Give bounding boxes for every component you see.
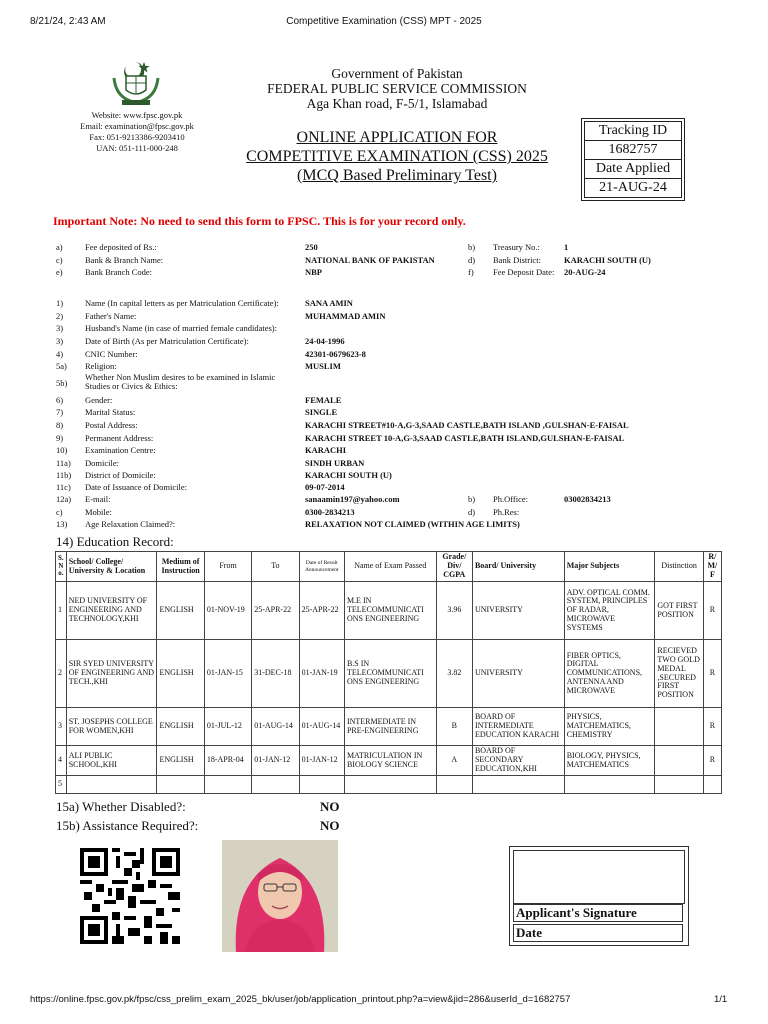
- col-distinction: Distinction: [655, 552, 703, 582]
- p2-num: 2): [56, 311, 64, 321]
- tracking-box: [584, 121, 682, 198]
- fee-c-value: NATIONAL BANK OF PAKISTAN: [305, 255, 435, 265]
- cell: B.S IN TELECOMMUNICATI ONS ENGINEERING: [344, 640, 436, 708]
- col-subjects: Major Subjects: [564, 552, 655, 582]
- p6-num: 5a): [56, 361, 67, 371]
- p8-label: Gender:: [85, 395, 113, 405]
- p9-num: 7): [56, 407, 64, 417]
- commission-text: FEDERAL PUBLIC SERVICE COMMISSION: [267, 81, 527, 96]
- p9-value: SINGLE: [305, 407, 338, 417]
- signature-area: [513, 850, 685, 904]
- assistance-label: 15b) Assistance Required?:: [56, 818, 199, 833]
- p4-value: 24-04-1996: [305, 336, 345, 346]
- page-title: [210, 128, 584, 185]
- print-url: https://online.fpsc.gov.pk/fpsc/css_prelim_exam_2025_bk/user/job/application_printout.php?a=view&jid=286&userId_d=1682757: [30, 994, 571, 1005]
- cell: [157, 776, 204, 794]
- p13-value: SINDH URBAN: [305, 458, 365, 468]
- p12-label: Examination Centre:: [85, 445, 156, 455]
- cell: M.E IN TELECOMMUNICATI ONS ENGINEERING: [344, 582, 436, 640]
- fee-e-value: NBP: [305, 267, 322, 277]
- cell: UNIVERSITY: [472, 582, 564, 640]
- ph-res-label: Ph.Res:: [493, 507, 520, 517]
- p15-num: 11c): [56, 482, 71, 492]
- p5-num: 4): [56, 349, 64, 359]
- fee-f-value: 20-AUG-24: [564, 267, 606, 277]
- p14-value: KARACHI SOUTH (U): [305, 470, 392, 480]
- cell: 01-NOV-19: [204, 582, 251, 640]
- p18-label: Age Relaxation Claimed?:: [85, 519, 176, 529]
- cell: [472, 776, 564, 794]
- assistance-value: NO: [320, 818, 340, 833]
- applicant-photo: [222, 840, 338, 952]
- p2-label: Father's Name:: [85, 311, 137, 321]
- col-school: School/ College/ University & Location: [66, 552, 157, 582]
- cell: BIOLOGY, PHYSICS, MATCHEMATICS: [564, 746, 655, 776]
- cell: 2: [56, 640, 67, 708]
- fee-e-label: Bank Branch Code:: [85, 267, 153, 277]
- header-block: [210, 66, 584, 111]
- cell: INTERMEDIATE IN PRE-ENGINEERING: [344, 708, 436, 746]
- ph-office-value: 03002834213: [564, 494, 611, 504]
- cell: A: [436, 746, 472, 776]
- print-datetime: 8/21/24, 2:43 AM: [30, 16, 106, 27]
- cell: [252, 776, 299, 794]
- date-applied-value: 21-AUG-24: [585, 179, 682, 198]
- p9-label: Marital Status:: [85, 407, 136, 417]
- p3-num: 3): [56, 323, 64, 333]
- cell: 01-JAN-12: [299, 746, 344, 776]
- table-row: [56, 640, 722, 708]
- cell: [655, 708, 703, 746]
- cell: ENGLISH: [157, 708, 204, 746]
- disabled-label: 15a) Whether Disabled?:: [56, 799, 186, 814]
- p17-label: Mobile:: [85, 507, 112, 517]
- p14-label: District of Domicile:: [85, 470, 156, 480]
- ph-office-label: Ph.Office:: [493, 494, 529, 504]
- cell: 3.82: [436, 640, 472, 708]
- signature-box: [509, 846, 689, 946]
- p8-value: FEMALE: [305, 395, 342, 405]
- signature-label: Applicant's Signature: [513, 904, 683, 922]
- cell: [436, 776, 472, 794]
- p11-value: KARACHI STREET 10-A,G-3,SAAD CASTLE,BATH ISLAND,GULSHAN-E-FAISAL: [305, 433, 625, 443]
- cell: [299, 776, 344, 794]
- cell: [66, 776, 157, 794]
- fee-f-key: f): [468, 267, 474, 277]
- fee-e-key: e): [56, 267, 63, 277]
- p10-num: 8): [56, 420, 64, 430]
- cell: ENGLISH: [157, 640, 204, 708]
- p6-value: MUSLIM: [305, 361, 341, 371]
- cell: ST. JOSEPHS COLLEGE FOR WOMEN,KHI: [66, 708, 157, 746]
- cell: [703, 776, 721, 794]
- p17-num: c): [56, 507, 63, 517]
- address-text: Aga Khan road, F-5/1, Islamabad: [306, 96, 488, 111]
- fee-d-label: Bank District:: [493, 255, 541, 265]
- cell: 01-AUG-14: [299, 708, 344, 746]
- cell: ENGLISH: [157, 582, 204, 640]
- p1-label: Name (In capital letters as per Matriculation Certificate):: [85, 298, 279, 308]
- col-grade: Grade/ Div/ CGPA: [436, 552, 472, 582]
- ph-res-key: d): [468, 507, 476, 517]
- p6-label: Religion:: [85, 361, 117, 371]
- table-row: [56, 746, 722, 776]
- p15-value: 09-07-2014: [305, 482, 345, 492]
- p13-num: 11a): [56, 458, 71, 468]
- title-line-1: ONLINE APPLICATION FOR: [296, 129, 498, 146]
- cell: UNIVERSITY: [472, 640, 564, 708]
- p11-label: Permanent Address:: [85, 433, 154, 443]
- important-note: Important Note: No need to send this form to FPSC. This is for your record only.: [53, 214, 466, 228]
- p2-value: MUHAMMAD AMIN: [305, 311, 386, 321]
- education-heading: 14) Education Record:: [56, 534, 174, 549]
- fee-c-key: c): [56, 255, 63, 265]
- cell: 1: [56, 582, 67, 640]
- cell: 4: [56, 746, 67, 776]
- fee-b-label: Treasury No.:: [493, 242, 540, 252]
- cell: ENGLISH: [157, 746, 204, 776]
- p4-num: 3): [56, 336, 64, 346]
- cell: R: [703, 582, 721, 640]
- cell: NED UNIVERSITY OF ENGINEERING AND TECHNOLOGY,KHI: [66, 582, 157, 640]
- qr-code-icon: [80, 848, 180, 944]
- contact-block: [70, 110, 204, 154]
- fee-f-label: Fee Deposit Date:: [493, 267, 555, 277]
- fee-d-value: KARACHI SOUTH (U): [564, 255, 651, 265]
- col-from: From: [204, 552, 251, 582]
- government-emblem-icon: [108, 58, 164, 108]
- col-medium: Medium of Instruction: [157, 552, 204, 582]
- cell: [655, 746, 703, 776]
- p11-num: 9): [56, 433, 64, 443]
- cell: BOARD OF SECONDARY EDUCATION,KHI: [472, 746, 564, 776]
- cell: [564, 776, 655, 794]
- p8-num: 6): [56, 395, 64, 405]
- p18-value: RELAXATION NOT CLAIMED (WITHIN AGE LIMITS): [305, 519, 520, 529]
- table-row: [56, 776, 722, 794]
- cell: R: [703, 708, 721, 746]
- cell: ALI PUBLIC SCHOOL,KHI: [66, 746, 157, 776]
- col-result-date: Date of Result Announcement: [299, 552, 344, 582]
- tracking-label: Tracking ID: [585, 122, 682, 141]
- cell: 3: [56, 708, 67, 746]
- p10-label: Postal Address:: [85, 420, 138, 430]
- p5-label: CNIC Number:: [85, 349, 138, 359]
- title-line-3: (MCQ Based Preliminary Test): [297, 167, 497, 184]
- cell: [204, 776, 251, 794]
- fee-b-value: 1: [564, 242, 569, 252]
- p12-value: KARACHI: [305, 445, 347, 455]
- p7-num: 5b): [56, 378, 68, 388]
- education-table: [55, 551, 722, 794]
- cell: 01-JAN-19: [299, 640, 344, 708]
- cell: MATRICULATION IN BIOLOGY SCIENCE: [344, 746, 436, 776]
- cell: 01-JAN-15: [204, 640, 251, 708]
- email-text: Email: examination@fpsc.gov.pk: [80, 121, 194, 131]
- p12-num: 10): [56, 445, 68, 455]
- cell: 5: [56, 776, 67, 794]
- p1-value: SANA AMIN: [305, 298, 353, 308]
- cell: 25-APR-22: [252, 582, 299, 640]
- table-row: [56, 708, 722, 746]
- cell: 18-APR-04: [204, 746, 251, 776]
- cell: 31-DEC-18: [252, 640, 299, 708]
- cell: 25-APR-22: [299, 582, 344, 640]
- page-count: 1/1: [714, 994, 728, 1005]
- uan-text: UAN: 051-111-000-248: [96, 143, 178, 153]
- ph-office-key: b): [468, 494, 476, 504]
- col-rmf: R/ M/ F: [703, 552, 721, 582]
- cell: BOARD OF INTERMEDIATE EDUCATION KARACHI: [472, 708, 564, 746]
- fee-a-key: a): [56, 242, 63, 252]
- col-exam: Name of Exam Passed: [344, 552, 436, 582]
- cell: 01-JUL-12: [204, 708, 251, 746]
- website-text: Website: www.fpsc.gov.pk: [91, 110, 183, 120]
- fee-b-key: b): [468, 242, 476, 252]
- cell: 3.96: [436, 582, 472, 640]
- p13-label: Domicile:: [85, 458, 119, 468]
- title-line-2: COMPETITIVE EXAMINATION (CSS) 2025: [246, 148, 548, 165]
- fee-a-label: Fee deposited of Rs.:: [85, 242, 157, 252]
- col-board: Board/ University: [472, 552, 564, 582]
- table-row: [56, 582, 722, 640]
- fee-a-value: 250: [305, 242, 318, 252]
- fee-d-key: d): [468, 255, 476, 265]
- cell: R: [703, 746, 721, 776]
- cell: R: [703, 640, 721, 708]
- p1-num: 1): [56, 298, 64, 308]
- disabled-value: NO: [320, 799, 340, 814]
- p10-value: KARACHI STREET#10-A,G-3,SAAD CASTLE,BATH ISLAND ,GULSHAN-E-FAISAL: [305, 420, 629, 430]
- cell: [344, 776, 436, 794]
- p4-label: Date of Birth (As per Matriculation Certificate):: [85, 336, 249, 346]
- p16-label: E-mail:: [85, 494, 111, 504]
- print-title: Competitive Examination (CSS) MPT - 2025: [286, 16, 482, 27]
- fax-text: Fax: 051-9213386-9203410: [89, 132, 185, 142]
- cell: 01-AUG-14: [252, 708, 299, 746]
- cell: ADV. OPTICAL COMM. SYSTEM, PRINCIPLES OF RADAR, MICROWAVE SYSTEMS: [564, 582, 655, 640]
- cell: FIBER OPTICS, DIGITAL COMMUNICATIONS, ANTENNA AND MICROWAVE: [564, 640, 655, 708]
- education-header-row: [56, 552, 722, 582]
- p16-num: 12a): [56, 494, 72, 504]
- cell: RECIEVED TWO GOLD MEDAL ,SECURED FIRST POSITION: [655, 640, 703, 708]
- date-applied-label: Date Applied: [585, 160, 682, 179]
- col-sno: S. N o.: [56, 552, 67, 582]
- cell: 01-JAN-12: [252, 746, 299, 776]
- cell: GOT FIRST POSITION: [655, 582, 703, 640]
- p7-label: Whether Non Muslim desires to be examined in Islamic Studies or Civics & Ethics:: [85, 372, 276, 392]
- p18-num: 13): [56, 519, 68, 529]
- p5-value: 42301-0679623-8: [305, 349, 366, 359]
- date-label: Date: [513, 924, 683, 942]
- fee-c-label: Bank & Branch Name:: [85, 255, 164, 265]
- p15-label: Date of Issuance of Domicile:: [85, 482, 187, 492]
- p16-value: sanaamin197@yahoo.com: [305, 494, 400, 504]
- cell: [655, 776, 703, 794]
- p17-value: 0300-2834213: [305, 507, 355, 517]
- tracking-value: 1682757: [585, 141, 682, 160]
- col-to: To: [252, 552, 299, 582]
- gov-text: Government of Pakistan: [331, 66, 463, 81]
- p14-num: 11b): [56, 470, 72, 480]
- cell: PHYSICS, MATCHEMATICS, CHEMISTRY: [564, 708, 655, 746]
- cell: B: [436, 708, 472, 746]
- cell: SIR SYED UNIVERSITY OF ENGINEERING AND TECH.,KHI: [66, 640, 157, 708]
- p3-label: Husband's Name (in case of married female candidates):: [85, 323, 277, 333]
